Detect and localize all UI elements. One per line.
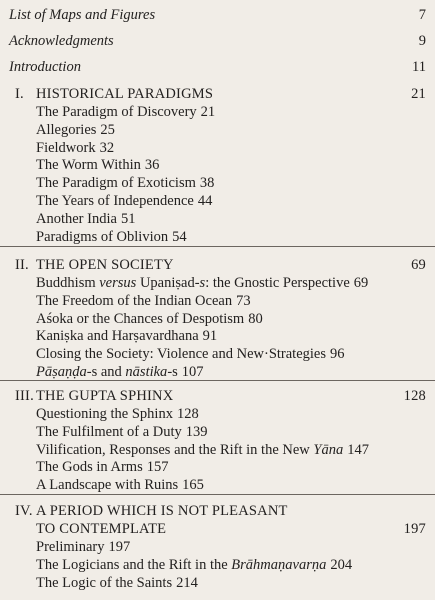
toc-section-entry[interactable]	[15, 175, 426, 193]
toc-chapter-label	[15, 503, 288, 519]
toc-section-entry[interactable]	[15, 157, 426, 175]
toc-page-number: 11	[412, 59, 426, 75]
toc-section-title: The Logic of the Saints	[36, 574, 173, 591]
toc-chapter-label	[15, 521, 166, 537]
toc-text-fragment: -s	[167, 363, 178, 380]
toc-front-item[interactable]	[9, 33, 426, 49]
toc-divider	[0, 494, 435, 495]
toc-section-title: A Landscape with Ruins	[36, 477, 179, 494]
toc-section-entry[interactable]	[15, 193, 426, 211]
toc-chapter-heading[interactable]	[15, 503, 426, 519]
toc-front-title: Introduction	[9, 59, 81, 75]
toc-chapter-title-line2: TO CONTEMPLATE	[36, 521, 167, 537]
toc-section-list	[15, 104, 426, 246]
toc-section-title: The Fulfilment of a Duty	[36, 423, 182, 440]
toc-text-fragment: The Logicians and the Rift in the	[36, 556, 232, 573]
toc-section-entry[interactable]	[15, 539, 426, 557]
toc-front-title: Acknowledgments	[9, 33, 114, 49]
toc-chapter-label	[15, 86, 213, 102]
toc-page-number: 214	[176, 574, 198, 591]
toc-section-entry[interactable]	[15, 346, 426, 364]
toc-section-entry[interactable]	[15, 328, 426, 346]
toc-section-entry[interactable]	[15, 442, 426, 460]
toc-section-entry[interactable]	[15, 424, 426, 442]
toc-page-number: 91	[202, 328, 218, 345]
toc-section-entry[interactable]	[15, 477, 426, 495]
toc-divider	[0, 380, 435, 381]
toc-section-title: The Gods in Arms	[36, 459, 143, 476]
toc-section-entry[interactable]	[15, 406, 426, 424]
toc-page-number: 32	[99, 139, 115, 156]
toc-page-number: 73	[236, 292, 251, 309]
toc-page-number: 197	[108, 539, 131, 555]
toc-section-entry[interactable]	[15, 575, 426, 593]
toc-page-number: 69	[353, 275, 369, 291]
toc-chapter-heading[interactable]	[15, 86, 426, 102]
toc-section-entry[interactable]	[15, 557, 426, 575]
toc-section-entry[interactable]	[15, 140, 426, 158]
toc-page-number: 157	[146, 459, 169, 476]
toc-chapter-number: II.	[15, 257, 29, 273]
toc-chapter-heading[interactable]	[15, 257, 426, 273]
toc-text-fragment: Upaniṣad-	[136, 275, 200, 291]
toc-section-title: Allegories	[36, 121, 97, 138]
toc-section-title: Kaniṣka and Harṣavardhana	[36, 328, 199, 345]
toc-italic-term: s	[199, 275, 206, 291]
toc-page-number: 128	[176, 406, 199, 422]
toc-chapter-number: I.	[15, 86, 24, 102]
toc-section-title: Questioning the Sphinx	[36, 406, 173, 422]
toc-page-number: 21	[411, 86, 426, 102]
toc-page-number: 204	[330, 556, 353, 573]
toc-chapter-label	[15, 388, 173, 404]
toc-page-number: 96	[330, 346, 345, 363]
toc-page-number: 7	[418, 7, 426, 23]
toc-front-item[interactable]	[9, 59, 426, 75]
toc-section-title	[36, 275, 350, 291]
toc-chapter-heading-cont[interactable]	[15, 521, 426, 537]
toc-section-entry[interactable]	[15, 229, 426, 247]
toc-page-number: 139	[185, 423, 208, 440]
toc-section-entry[interactable]	[15, 293, 426, 311]
toc-page-number: 107	[181, 363, 204, 380]
toc-italic-term: Brāhmaṇavarṇa	[231, 556, 327, 573]
toc-italic-term: nāstika	[125, 363, 168, 380]
toc-chapter	[15, 503, 426, 592]
toc-section-title: Preliminary	[36, 539, 105, 555]
toc-section-title: The Years of Independence	[36, 192, 194, 209]
toc-front-title: List of Maps and Figures	[9, 7, 156, 23]
toc-page-number: 197	[403, 521, 426, 537]
toc-section-title: The Paradigm of Discovery	[36, 104, 197, 120]
toc-section-title: The Freedom of the Indian Ocean	[36, 292, 233, 309]
toc-page-number: 80	[248, 310, 263, 327]
toc-page-number: 9	[418, 33, 426, 49]
toc-chapter-label	[15, 257, 174, 273]
toc-section-title: Fieldwork	[36, 139, 96, 156]
toc-italic-term: versus	[99, 275, 137, 291]
toc-italic-term: Pāṣaṇḍa	[36, 363, 87, 380]
toc-section-entry[interactable]	[15, 122, 426, 140]
toc-page-number: 54	[172, 228, 187, 245]
toc-section-title: The Worm Within	[36, 157, 141, 174]
toc-italic-term: Yāna	[313, 441, 344, 458]
toc-chapter-title: HISTORICAL PARADIGMS	[36, 86, 214, 102]
toc-chapter-title: A PERIOD WHICH IS NOT PLEASANT	[36, 503, 288, 519]
toc-text-fragment: -s and	[86, 363, 126, 380]
toc-chapter	[15, 257, 426, 382]
toc-section-title	[36, 442, 343, 458]
toc-chapter-heading[interactable]	[15, 388, 426, 404]
toc-section-title: Closing the Society: Violence and New·Strategies	[36, 346, 327, 363]
toc-section-title: Aśoka or the Chances of Despotism	[36, 310, 245, 327]
toc-section-title	[36, 364, 178, 380]
toc-section-entry[interactable]	[15, 211, 426, 229]
toc-page-number: 38	[199, 175, 215, 192]
toc-chapter-title: THE GUPTA SPHINX	[36, 388, 174, 404]
toc-front-item[interactable]	[9, 7, 426, 23]
toc-section-list	[15, 406, 426, 495]
toc-chapter-number: IV.	[15, 503, 33, 519]
toc-page-number: 69	[411, 257, 426, 273]
toc-divider	[0, 246, 435, 247]
toc-section-entry[interactable]	[15, 311, 426, 329]
toc-page-number: 147	[347, 441, 369, 458]
toc-section-title: Paradigms of Oblivion	[36, 228, 169, 245]
toc-section-title	[36, 557, 326, 573]
toc-page-number: 44	[197, 192, 213, 209]
toc-chapter	[15, 388, 426, 495]
toc-text-fragment: Vilification, Responses and the Rift in the New	[36, 441, 314, 458]
toc-chapter-title: THE OPEN SOCIETY	[36, 257, 174, 273]
toc-page-number: 21	[200, 104, 216, 120]
toc-page-number: 51	[120, 210, 136, 227]
toc-chapter-number: III.	[15, 388, 34, 404]
toc-page-number: 128	[403, 388, 426, 404]
toc-section-entry[interactable]	[15, 459, 426, 477]
toc-text-fragment: : the Gnostic Perspective	[205, 275, 350, 291]
toc-page-number: 36	[144, 157, 160, 174]
toc-section-title: Another India	[36, 210, 117, 227]
toc-section-list	[15, 275, 426, 382]
toc-section-entry[interactable]	[15, 104, 426, 122]
toc-page-number: 25	[100, 121, 115, 138]
toc-text-fragment: Buddhism	[36, 275, 100, 291]
toc-section-list	[15, 539, 426, 592]
toc-section-title: The Paradigm of Exoticism	[36, 175, 196, 192]
toc-section-entry[interactable]	[15, 275, 426, 293]
toc-page-number: 165	[182, 477, 204, 494]
toc-chapter	[15, 86, 426, 246]
